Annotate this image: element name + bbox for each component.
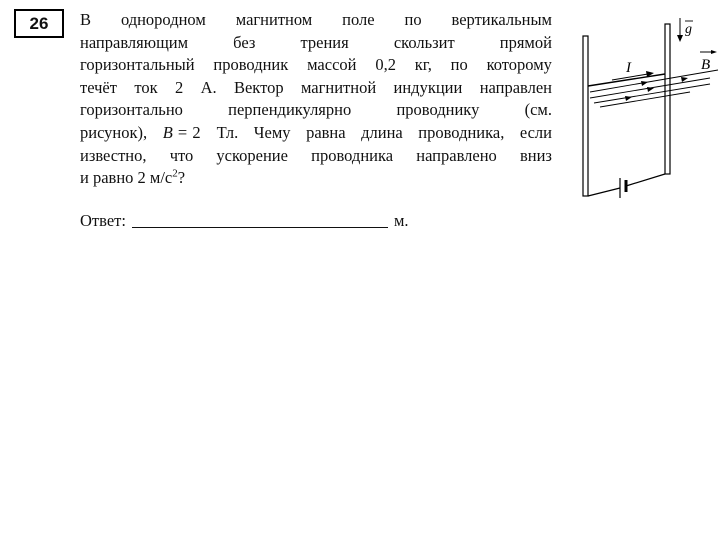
word: кг,	[414, 55, 432, 75]
word: скользит	[393, 32, 455, 52]
b-value: = 2	[177, 122, 202, 142]
word: (см.	[524, 100, 552, 120]
word: течёт	[80, 77, 117, 97]
word: проводник	[213, 55, 289, 75]
word: однородном	[120, 10, 206, 29]
problem-line-2	[80, 32, 552, 55]
word: горизонтально	[80, 100, 183, 120]
field-line	[590, 70, 718, 92]
last-line-text: и равно 2 м/с	[80, 168, 173, 188]
problem-line-3	[80, 54, 552, 77]
problem-line-4	[80, 77, 552, 100]
problem-number: 26	[29, 13, 49, 33]
word: проводника	[311, 145, 394, 165]
problem-line-1	[80, 9, 552, 32]
g-label: g	[685, 22, 692, 37]
word: индукции	[393, 77, 463, 97]
word: трения	[300, 32, 349, 52]
field-arrowhead	[681, 77, 688, 82]
b-field-expression	[163, 122, 201, 145]
word: вертикальным	[451, 10, 552, 29]
word: вниз	[519, 145, 552, 165]
word: массой	[307, 55, 357, 75]
gravity-arrowhead	[677, 35, 683, 42]
problem-text	[80, 9, 552, 190]
word: направлен	[479, 77, 552, 97]
word: 0,2	[375, 55, 396, 75]
field-arrowhead	[641, 81, 648, 86]
answer-unit: м.	[393, 211, 409, 230]
b-vector-arrowhead	[711, 50, 717, 54]
circuit-wire	[588, 188, 620, 196]
word: без	[233, 32, 256, 52]
word: Чему	[253, 122, 291, 142]
word: проводнику	[396, 100, 480, 120]
b-label: B	[701, 57, 711, 73]
problem-line-7	[80, 145, 552, 168]
word: если	[519, 122, 552, 142]
answer-blank-field[interactable]	[132, 211, 388, 228]
circuit-wire	[626, 174, 665, 186]
word: перпендикулярно	[228, 100, 352, 120]
word: которому	[486, 55, 552, 75]
word: проводника,	[418, 122, 505, 142]
word: Тл.	[216, 122, 239, 142]
word: направлено	[416, 145, 497, 165]
word: по	[404, 10, 422, 29]
exponent: 2	[172, 167, 178, 180]
right-rail	[665, 24, 670, 174]
word: магнитном	[235, 10, 313, 29]
problem-line-8	[80, 167, 552, 190]
word: по	[450, 55, 468, 75]
problem-line-6	[80, 122, 552, 145]
answer-label: Ответ:	[80, 211, 126, 230]
word: рисунок),	[80, 122, 148, 142]
word: известно,	[80, 145, 147, 165]
word: равна	[306, 122, 346, 142]
word: поле	[342, 10, 375, 29]
question-mark: ?	[177, 168, 186, 188]
b-symbol: B	[162, 122, 174, 142]
word: горизонтальный	[80, 55, 195, 75]
word: длина	[361, 122, 403, 142]
word: ускорение	[216, 145, 288, 165]
left-rail	[583, 36, 588, 196]
word: магнитной	[300, 77, 377, 97]
word: А.	[200, 77, 217, 97]
last-line	[80, 167, 185, 190]
word: что	[169, 145, 194, 165]
word: Вектор	[233, 77, 284, 97]
word: 2	[174, 77, 184, 97]
word: ток	[134, 77, 158, 97]
current-label: I	[626, 60, 631, 76]
word: прямой	[499, 32, 552, 52]
word: направляющим	[80, 32, 189, 52]
word: В	[80, 10, 92, 29]
field-line	[594, 84, 710, 103]
answer-row	[80, 211, 409, 231]
problem-number-box	[14, 9, 64, 38]
rails-diagram	[570, 8, 720, 203]
problem-line-5	[80, 99, 552, 122]
